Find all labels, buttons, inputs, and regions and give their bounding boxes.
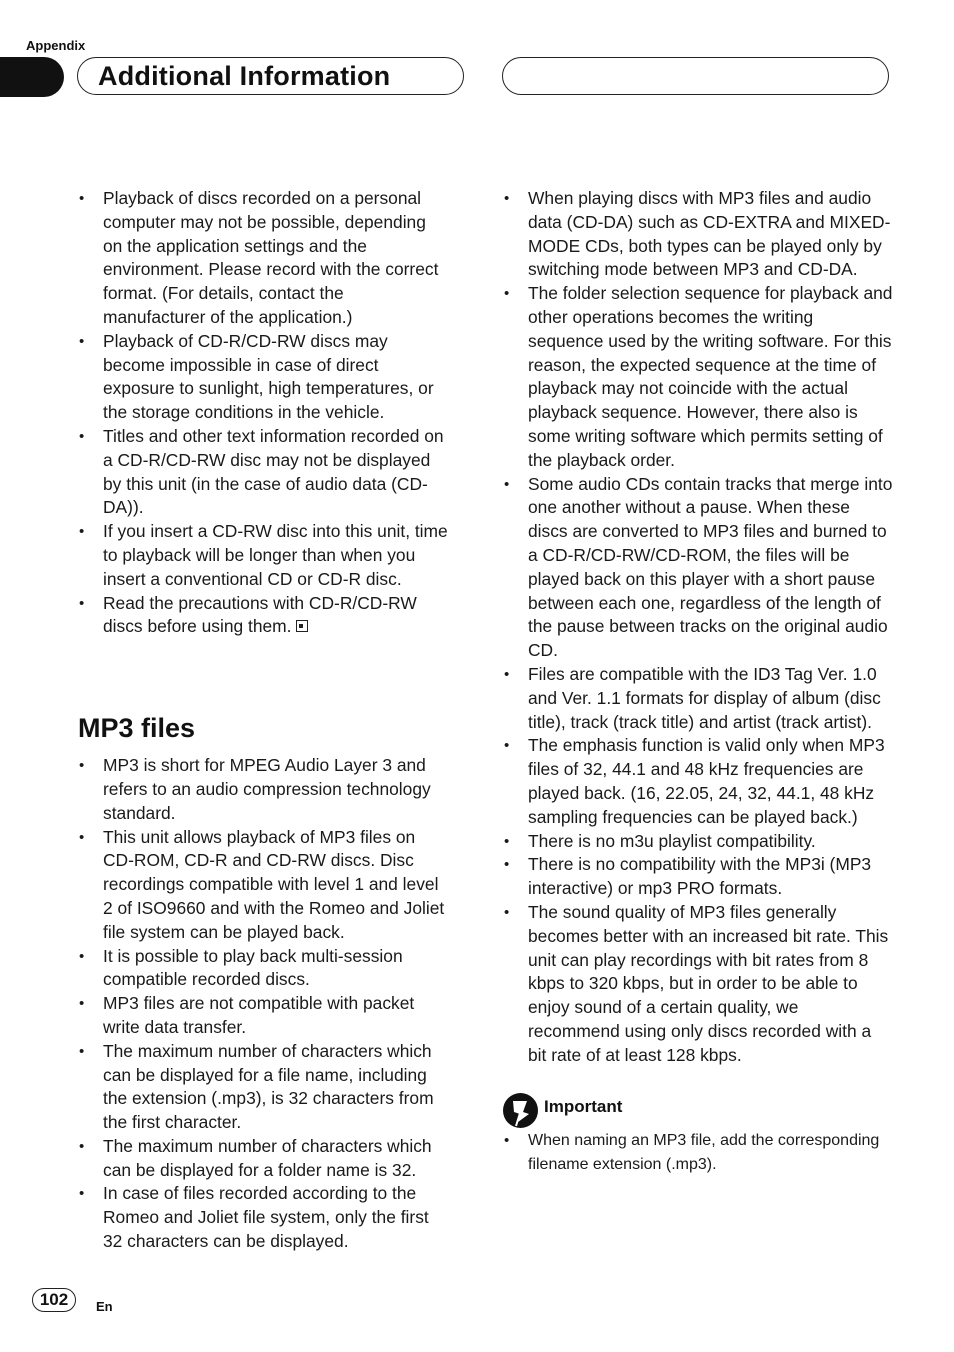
header-empty-box bbox=[502, 57, 889, 95]
list-item: • Playback of discs recorded on a personal computer may not be possible, depending on the application settings and the environment. Please record with the correct format. (For details, contact the manufacturer of the application.) bbox=[78, 187, 450, 330]
left-column bbox=[78, 187, 450, 1254]
list-item: • Files are compatible with the ID3 Tag Ver. 1.0 and Ver. 1.1 formats for display of album (disc title), track (track title) and artist (track artist). bbox=[503, 663, 893, 734]
language-code: En bbox=[96, 1299, 113, 1314]
important-list bbox=[503, 1129, 893, 1177]
list-item: • Some audio CDs contain tracks that merge into one another without a pause. When these discs are converted to MP3 files and burned to a CD-R/CD-RW/CD-ROM, the files will be played back on this player with a short pause between each one, regardless of the length of the pause between tracks on the original audio CD. bbox=[503, 473, 893, 663]
mp3-info-list bbox=[78, 754, 450, 1254]
important-pointer-icon bbox=[503, 1093, 538, 1128]
section-heading-mp3: MP3 files bbox=[78, 713, 196, 744]
right-column bbox=[503, 187, 893, 1177]
appendix-label: Appendix bbox=[26, 38, 86, 53]
section-tab-marker bbox=[0, 57, 64, 97]
list-item: • In case of files recorded according to the Romeo and Joliet file system, only the first 32 characters can be displayed. bbox=[78, 1182, 450, 1253]
header-title-box bbox=[77, 57, 464, 95]
cd-precautions-list bbox=[78, 187, 450, 639]
list-item: • The maximum number of characters which can be displayed for a file name, including the extension (.mp3), is 32 characters from the first character. bbox=[78, 1040, 450, 1135]
list-item: • There is no compatibility with the MP3i (MP3 interactive) or mp3 PRO formats. bbox=[503, 853, 893, 901]
list-item: • The emphasis function is valid only when MP3 files of 32, 44.1 and 48 kHz frequencies are played back. (16, 22.05, 24, 32, 44.1, 48 kHz sampling frequencies can be played back.) bbox=[503, 734, 893, 829]
page-number: 102 bbox=[32, 1288, 76, 1312]
list-item: • MP3 is short for MPEG Audio Layer 3 and refers to an audio compression technology standard. bbox=[78, 754, 450, 825]
end-mark-icon bbox=[296, 620, 308, 632]
list-item: • Titles and other text information recorded on a CD-R/CD-RW disc may not be displayed by this unit (in the case of audio data (CD-DA)). bbox=[78, 425, 450, 520]
list-item: • The maximum number of characters which can be displayed for a folder name is 32. bbox=[78, 1135, 450, 1183]
list-item: • There is no m3u playlist compatibility. bbox=[503, 830, 893, 854]
list-item: • MP3 files are not compatible with packet write data transfer. bbox=[78, 992, 450, 1040]
important-label: Important bbox=[544, 1097, 623, 1117]
list-item-text: Read the precautions with CD-R/CD-RW discs before using them. bbox=[103, 592, 417, 637]
mp3-details-list bbox=[503, 187, 893, 1067]
list-item: • If you insert a CD-RW disc into this unit, time to playback will be longer than when you insert a conventional CD or CD-R disc. bbox=[78, 520, 450, 591]
list-item bbox=[78, 592, 450, 640]
list-item: • The folder selection sequence for playback and other operations becomes the writing sequence used by the writing software. For this reason, the expected sequence at the time of playback may not coincide with the actual playback sequence. However, there also is some writing software which permits setting of the playback order. bbox=[503, 282, 893, 472]
list-item: • Playback of CD-R/CD-RW discs may become impossible in case of direct exposure to sunlight, high temperatures, or the storage conditions in the vehicle. bbox=[78, 330, 450, 425]
list-item: • When naming an MP3 file, add the corresponding filename extension (.mp3). bbox=[503, 1129, 893, 1177]
list-item: • The sound quality of MP3 files generally becomes better with an increased bit rate. This unit can play recordings with bit rates from 8 kbps to 320 kbps, but in order to be able to enjoy sound of a certain quality, we recommend using only discs recorded with a bit rate of at least 128 kbps. bbox=[503, 901, 893, 1068]
list-item: • This unit allows playback of MP3 files on CD-ROM, CD-R and CD-RW discs. Disc recordings compatible with level 1 and level 2 of ISO9660 and with the Romeo and Joliet file system can be played back. bbox=[78, 826, 450, 945]
important-callout bbox=[503, 1093, 893, 1129]
page-title: Additional Information bbox=[98, 61, 391, 91]
list-item: • It is possible to play back multi-session compatible recorded discs. bbox=[78, 945, 450, 993]
list-item: • When playing discs with MP3 files and audio data (CD-DA) such as CD-EXTRA and MIXED-MODE CDs, both types can be played only by switching mode between MP3 and CD-DA. bbox=[503, 187, 893, 282]
